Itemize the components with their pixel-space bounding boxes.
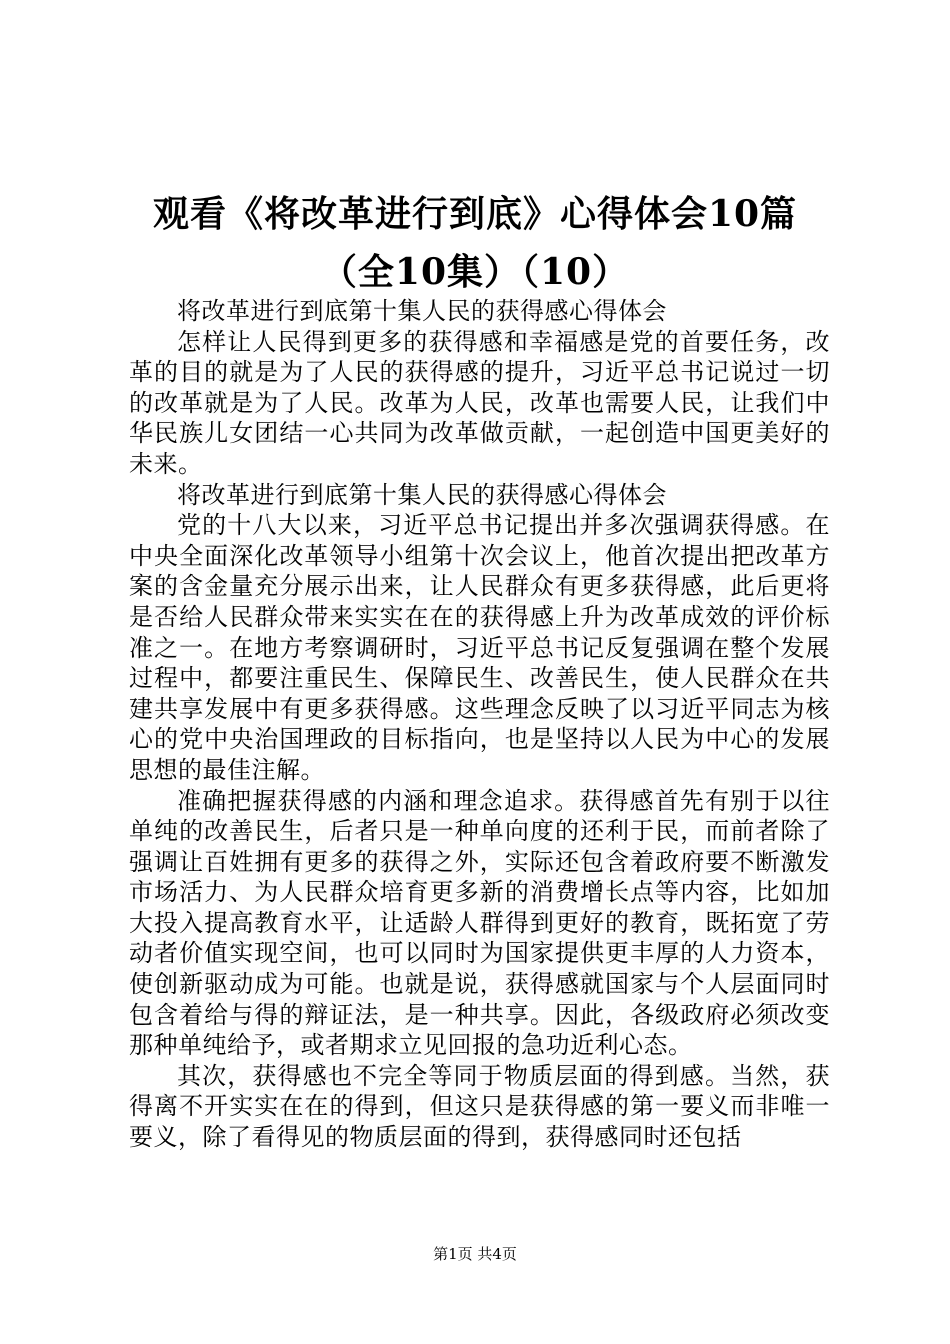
paragraph-1: 怎样让人民得到更多的获得感和幸福感是党的首要任务，改革的目的就是为了人民的获得感的提升，习近平总书记说过一切的改革就是为了人民。改革为人民，改革也需要人民，让我们中华民族儿女团结一心共同为改革做贡献，一起创造中国更美好的未来。 xyxy=(129,327,830,478)
paragraph-2: 党的十八大以来，习近平总书记提出并多次强调获得感。在中央全面深化改革领导小组第十次会议上，他首次提出把改革方案的含金量充分展示出来，让人民群众有更多获得感，此后更将是否给人民群众带来实实在在的获得感上升为改革成效的评价标准之一。在地方考察调研时，习近平总书记反复强调在整个发展过程中，都要注重民生、保障民生、改善民生，使人民群众在共建共享发展中有更多获得感。这些理念反映了以习近平同志为核心的党中央治国理政的目标指向，也是坚持以人民为中心的发展思想的最佳注解。 xyxy=(129,511,830,784)
paragraph-4: 其次，获得感也不完全等同于物质层面的得到感。当然，获得离不开实实在在的得到，但这只是获得感的第一要义而非唯一要义，除了看得见的物质层面的得到，获得感同时还包括 xyxy=(129,1061,830,1152)
paragraph-subheading-2: 将改革进行到底第十集人民的获得感心得体会 xyxy=(177,480,667,509)
paragraph-subheading-1: 将改革进行到底第十集人民的获得感心得体会 xyxy=(177,297,667,325)
paragraph-3: 准确把握获得感的内涵和理念追求。获得感首先有别于以往单纯的改善民生，后者只是一种单向度的还利于民，而前者除了强调让百姓拥有更多的获得之外，实际还包含着政府要不断激发市场活力、为人民群众培育更多新的消费增长点等内容，比如加大投入提高教育水平，让适龄人群得到更好的教育，既拓宽了劳动者价值实现空间，也可以同时为国家提供更丰厚的人力资本，使创新驱动成为可能。也就是说，获得感就国家与个人层面同时包含着给与得的辩证法，是一种共享。因此，各级政府必须改变那种单纯给予，或者期求立见回报的急功近利心态。 xyxy=(129,786,830,1060)
page-footer: 第1页 共4页 xyxy=(433,1245,517,1263)
document-body xyxy=(129,296,830,1153)
document-title: 观看《将改革进行到底》心得体会10篇（全10集）（10） xyxy=(152,193,798,293)
